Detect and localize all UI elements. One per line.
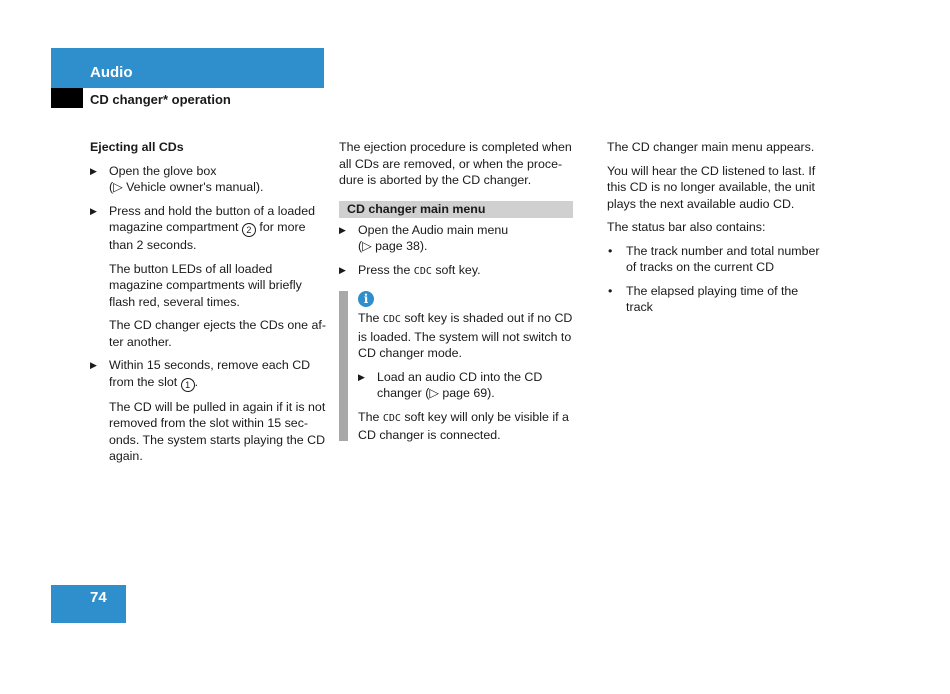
column-left (90, 139, 326, 472)
step-text: Open the Audio main menu (358, 222, 509, 237)
step-text: . (194, 374, 199, 389)
column-middle (339, 139, 573, 451)
page-number-box (51, 585, 126, 623)
header-marker-block (51, 88, 83, 108)
note-text: The (358, 311, 380, 325)
step-text-reference: (▷ Vehicle owner's manual). (109, 180, 264, 194)
step-text: Load an audio CD into the CD changer (▷ page 69). (377, 369, 543, 400)
instruction-step (90, 357, 326, 392)
column-right (607, 139, 823, 323)
paragraph: The ejection procedure is completed when all CDs are removed, or when the proce-dure is aborted by the CD changer. (339, 140, 572, 187)
circled-number-icon: 2 (242, 223, 256, 237)
instruction-step (90, 163, 326, 196)
bullet-icon: • (608, 243, 613, 258)
soft-key-label: CDC (413, 265, 432, 277)
step-arrow-icon: ▶ (90, 165, 97, 176)
subheading-ejecting: Ejecting all CDs (90, 140, 184, 154)
info-icon: i (358, 291, 374, 307)
paragraph: The button LEDs of all loaded magazine compartments will briefly flash red, several times. (109, 261, 302, 309)
step-arrow-icon: ▶ (90, 205, 97, 216)
list-item-text: The track number and total number of tracks on the current CD (626, 243, 820, 274)
section-title: Audio (90, 64, 133, 81)
note-paragraph (358, 409, 573, 444)
instruction-step (90, 203, 326, 254)
step-arrow-icon: ▶ (339, 224, 346, 235)
step-text: for more than 2 seconds. (109, 220, 306, 252)
paragraph: The CD changer ejects the CDs one af-ter another. (109, 318, 326, 349)
paragraph: You will hear the CD listened to last. If this CD is no longer available, the unit plays the next available audio CD. (607, 163, 816, 211)
note-instruction-step (358, 369, 573, 402)
list-item-text: The elapsed playing time of the track (626, 283, 799, 314)
page-number: 74 (90, 589, 107, 606)
step-arrow-icon: ▶ (339, 264, 346, 275)
note-text: soft key is shaded out if no CD is loaded. The system will not switch to CD changer mode. (358, 311, 573, 360)
step-text: Open the glove box (109, 163, 217, 178)
step-text: Press the (358, 262, 411, 277)
instruction-step (339, 222, 573, 255)
section-heading-bar: CD changer main menu (339, 201, 573, 218)
step-text-reference: (▷ page 38). (358, 239, 428, 253)
soft-key-label: CDC (382, 314, 401, 325)
note-text: The (358, 409, 380, 424)
step-text: Press and hold the button of a loaded magazine compartment (109, 203, 315, 234)
step-arrow-icon: ▶ (358, 371, 365, 382)
soft-key-label: CDC (382, 412, 401, 424)
paragraph: The CD will be pulled in again if it is not removed from the slot within 15 sec-onds. The system starts playing the CD again. (109, 399, 326, 463)
list-item (607, 243, 823, 276)
list-item (607, 283, 823, 316)
step-text: Within 15 seconds, remove each CD from the slot (109, 358, 311, 389)
paragraph: The status bar also contains: (607, 220, 766, 234)
note-text: soft key will only be visible if a CD changer is connected. (358, 409, 569, 442)
step-text: soft key. (435, 262, 481, 277)
instruction-step (339, 262, 573, 281)
note-side-bar (339, 291, 348, 441)
section-header-bar (51, 48, 324, 88)
circled-number-icon: 1 (181, 378, 195, 392)
info-note (339, 291, 573, 444)
note-paragraph (358, 310, 573, 362)
paragraph: The CD changer main menu appears. (607, 140, 815, 154)
page-subtitle: CD changer* operation (90, 92, 231, 107)
bullet-icon: • (608, 283, 613, 298)
step-arrow-icon: ▶ (90, 360, 97, 370)
